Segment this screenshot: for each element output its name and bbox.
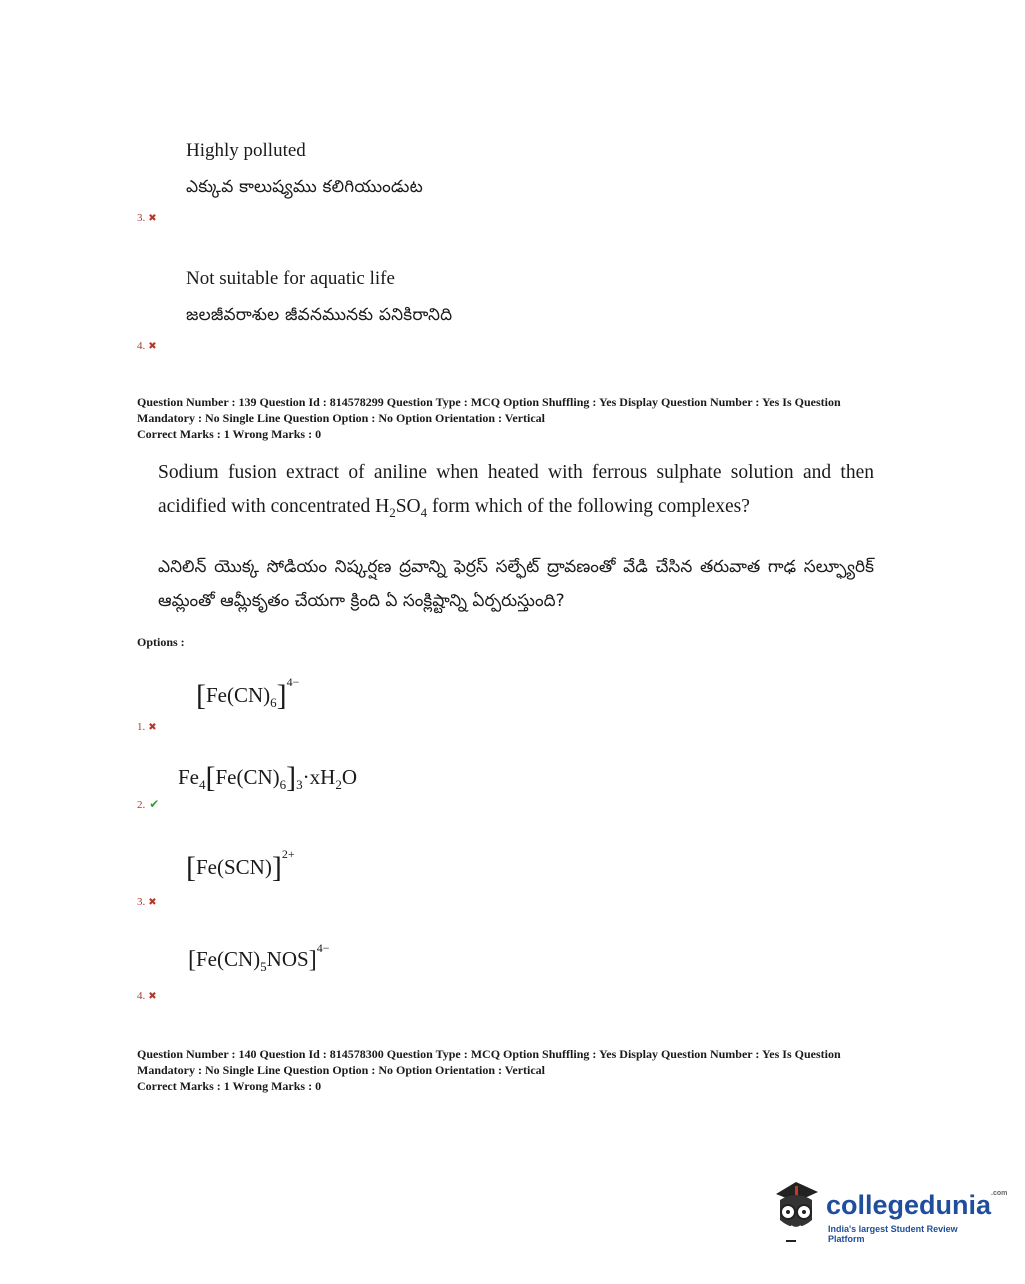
subscript: 5 <box>260 959 267 975</box>
formula-core: Fe(CN) <box>196 947 261 971</box>
cross-icon: ✖ <box>148 991 157 1002</box>
option-4-formula: $[Fe(CN)_5NOS]^{4-}$ <box>188 941 330 975</box>
cross-icon: ✖ <box>148 897 157 908</box>
option-number: 4. <box>137 990 146 1002</box>
meta-line: Mandatory : No Single Line Question Option : No Option Orientation : Vertical <box>137 411 546 425</box>
charge: 2+ <box>281 847 295 861</box>
charge: 4− <box>286 675 300 689</box>
option-number: 4. <box>137 340 146 352</box>
subscript: 4 <box>420 504 428 520</box>
option-4-text-en: Not suitable for aquatic life <box>186 268 395 289</box>
option-3-marker <box>137 212 157 224</box>
option-1-marker <box>137 721 157 733</box>
cross-icon: ✖ <box>148 722 157 733</box>
collegedunia-logo <box>766 1176 1008 1246</box>
meta-line: Correct Marks : 1 Wrong Marks : 0 <box>137 1079 322 1093</box>
logo-name: collegedunia <box>826 1190 992 1220</box>
formula-prefix: Fe <box>178 765 199 789</box>
formula-core: Fe(SCN) <box>196 855 272 879</box>
meta-line: Correct Marks : 1 Wrong Marks : 0 <box>137 427 322 441</box>
subscript: 3 <box>296 777 303 793</box>
logo-wordmark <box>826 1190 1007 1221</box>
option-number: 3. <box>137 212 146 224</box>
option-2-formula: $Fe_4[Fe(CN)_6]_3\cdot xH_2O$ <box>178 761 358 794</box>
subscript: 6 <box>279 777 287 793</box>
options-label: Options : <box>137 635 185 649</box>
subscript: 2 <box>335 777 342 793</box>
meta-line: Mandatory : No Single Line Question Option : No Option Orientation : Vertical <box>137 1063 546 1077</box>
cross-icon: ✖ <box>148 213 157 224</box>
option-3-text-te: ఎక్కువ కాలుష్యము కలిగియుండుట <box>186 177 423 197</box>
check-icon: ✔ <box>149 797 160 811</box>
charge: 4− <box>316 941 330 955</box>
option-3-formula: $[Fe(SCN)]^{2+}$ <box>186 847 295 884</box>
subscript: 6 <box>270 695 277 711</box>
question-139-text-te: ఎనిలిన్ యొక్క సోడియం నిష్కర్షణ ద్రవాన్ని ఫెర్రస్ సల్ఫేట్ ద్రావణంతో వేడి చేసిన తరువాత గాఢ సల్ఫ్యూరిక్ ఆమ్లంతో ఆమ్లీకృతం చేయగా క్రింది ఏ సంక్లిష్టాన్ని ఏర్పరుస్తుంది? <box>158 557 874 611</box>
subscript: 4 <box>199 777 206 793</box>
question-140-meta <box>137 1046 897 1094</box>
question-text: Sodium fusion extract of aniline when heated with ferrous sulphate solution and then acidified with concentrated H <box>158 462 874 517</box>
logo-tagline: India's largest Student Review Platform <box>828 1224 958 1244</box>
logo-suffix: .com <box>991 1190 1008 1197</box>
meta-line: Question Number : 140 Question Id : 814578300 Question Type : MCQ Option Shuffling : Yes Display Question Number : Yes Is Question <box>137 1047 841 1061</box>
question-text: SO <box>395 496 421 517</box>
cross-icon: ✖ <box>148 341 157 352</box>
option-1-formula: $[Fe(CN)_6]^{4-}$ <box>196 675 300 712</box>
formula-tail: O <box>341 765 358 789</box>
option-number: 3. <box>137 896 146 908</box>
option-number: 2. <box>137 799 146 811</box>
question-139-text-en <box>158 456 874 530</box>
option-4-marker <box>137 340 157 352</box>
option-3-formula-marker <box>137 896 157 908</box>
formula-core: Fe(CN) <box>206 683 271 707</box>
formula-core: NOS <box>266 947 309 971</box>
meta-line: Question Number : 139 Question Id : 814578299 Question Type : MCQ Option Shuffling : Yes Display Question Number : Yes Is Question <box>137 395 841 409</box>
formula-tail: ·xH <box>302 765 336 789</box>
option-4-text-te: జలజీవరాశుల జీవనమునకు పనికిరానిది <box>186 305 453 325</box>
subscript: 2 <box>389 504 396 520</box>
option-number: 1. <box>137 721 146 733</box>
option-2-marker <box>137 797 159 812</box>
question-text: form which of the following complexes? <box>427 496 750 517</box>
option-3-text-en: Highly polluted <box>186 140 306 161</box>
mascot-icon <box>766 1176 826 1246</box>
question-139-meta <box>137 394 897 442</box>
option-4-formula-marker <box>137 990 157 1002</box>
formula-core: Fe(CN) <box>215 765 280 789</box>
